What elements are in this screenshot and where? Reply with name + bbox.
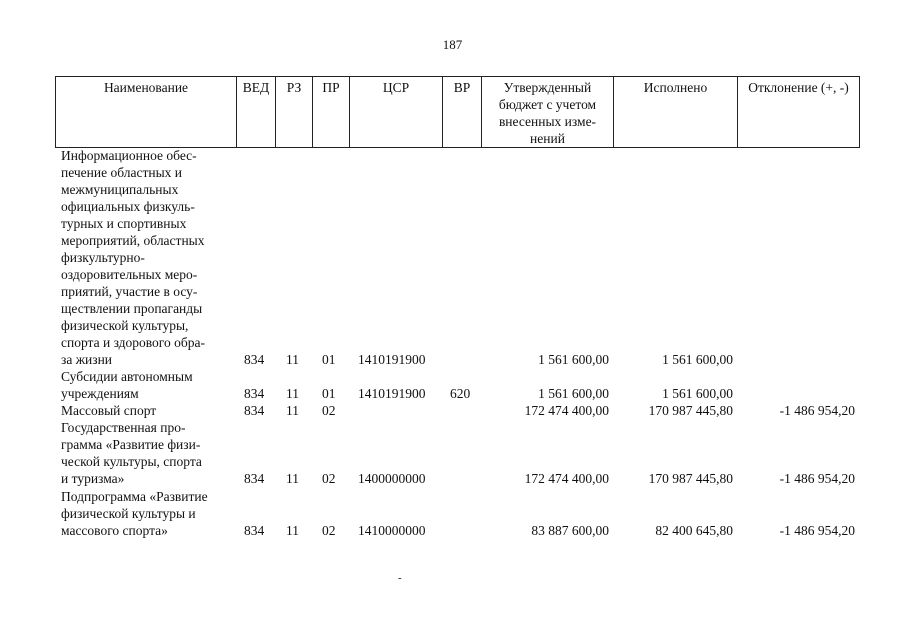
table-cell-csr: 1400000000 bbox=[358, 471, 426, 486]
table-cell-pr: 02 bbox=[322, 403, 336, 418]
table-cell-deviation: -1 486 954,20 bbox=[779, 523, 855, 538]
table-cell-csr: 1410191900 bbox=[358, 352, 426, 367]
table-row-name: Государственная про- грамма «Развитие физи- ческой культуры, спорта и туризма» bbox=[61, 420, 202, 486]
table-cell-approved: 1 561 600,00 bbox=[538, 352, 609, 367]
table-cell-deviation: -1 486 954,20 bbox=[779, 403, 855, 418]
table-cell-approved: 172 474 400,00 bbox=[524, 403, 609, 418]
table-cell-approved: 172 474 400,00 bbox=[524, 471, 609, 486]
table-cell-ved: 834 bbox=[244, 352, 265, 367]
table-cell-ved: 834 bbox=[244, 523, 265, 538]
table-cell-rz: 11 bbox=[286, 471, 299, 486]
header-approved: Утвержденный бюджет с учетом внесенных изме-нений bbox=[482, 77, 614, 148]
table-cell-rz: 11 bbox=[286, 386, 299, 401]
table-cell-csr: 1410000000 bbox=[358, 523, 426, 538]
table-cell-executed: 170 987 445,80 bbox=[648, 471, 733, 486]
table-row-name: Субсидии автономным учреждениям bbox=[61, 369, 193, 401]
table-row-name: Подпрограмма «Развитие физической культуры и массового спорта» bbox=[61, 489, 208, 538]
table-cell-approved: 1 561 600,00 bbox=[538, 386, 609, 401]
table-cell-rz: 11 bbox=[286, 403, 299, 418]
table-cell-csr: 1410191900 bbox=[358, 386, 426, 401]
table-cell-pr: 02 bbox=[322, 523, 336, 538]
table-cell-executed: 82 400 645,80 bbox=[655, 523, 733, 538]
table-cell-vr: 620 bbox=[450, 386, 471, 401]
table-cell-ved: 834 bbox=[244, 471, 265, 486]
table-header bbox=[55, 76, 860, 148]
table-cell-executed: 1 561 600,00 bbox=[662, 352, 733, 367]
table-cell-pr: 02 bbox=[322, 471, 336, 486]
header-ved: ВЕД bbox=[237, 77, 276, 148]
table-cell-approved: 83 887 600,00 bbox=[531, 523, 609, 538]
table-cell-pr: 01 bbox=[322, 352, 336, 367]
table-cell-executed: 1 561 600,00 bbox=[662, 386, 733, 401]
table-cell-ved: 834 bbox=[244, 403, 265, 418]
table-cell-pr: 01 bbox=[322, 386, 336, 401]
table-row-name: Массовый спорт bbox=[61, 403, 157, 418]
header-csr: ЦСР bbox=[350, 77, 443, 148]
table-cell-deviation: -1 486 954,20 bbox=[779, 471, 855, 486]
table-cell-ved: 834 bbox=[244, 386, 265, 401]
table-cell-executed: 170 987 445,80 bbox=[648, 403, 733, 418]
header-pr: ПР bbox=[313, 77, 350, 148]
page-number: 187 bbox=[442, 37, 463, 52]
header-deviation: Отклонение (+, -) bbox=[738, 77, 860, 148]
table-cell-rz: 11 bbox=[286, 352, 299, 367]
header-executed: Исполнено bbox=[614, 77, 738, 148]
table-row-name: Информационное обес- печение областных и межмуниципальных официальных физкуль- турных и спортивных мероприятий, областных физкультурно- оздоровительных меро- приятий, участие в осу- ществлении пропаганды физической культуры, спорта и здорового обра- за жизни bbox=[61, 148, 205, 367]
footer-mark: - bbox=[398, 572, 402, 584]
header-vr: ВР bbox=[443, 77, 482, 148]
table-cell-rz: 11 bbox=[286, 523, 299, 538]
header-name: Наименование bbox=[56, 77, 237, 148]
header-rz: РЗ bbox=[276, 77, 313, 148]
